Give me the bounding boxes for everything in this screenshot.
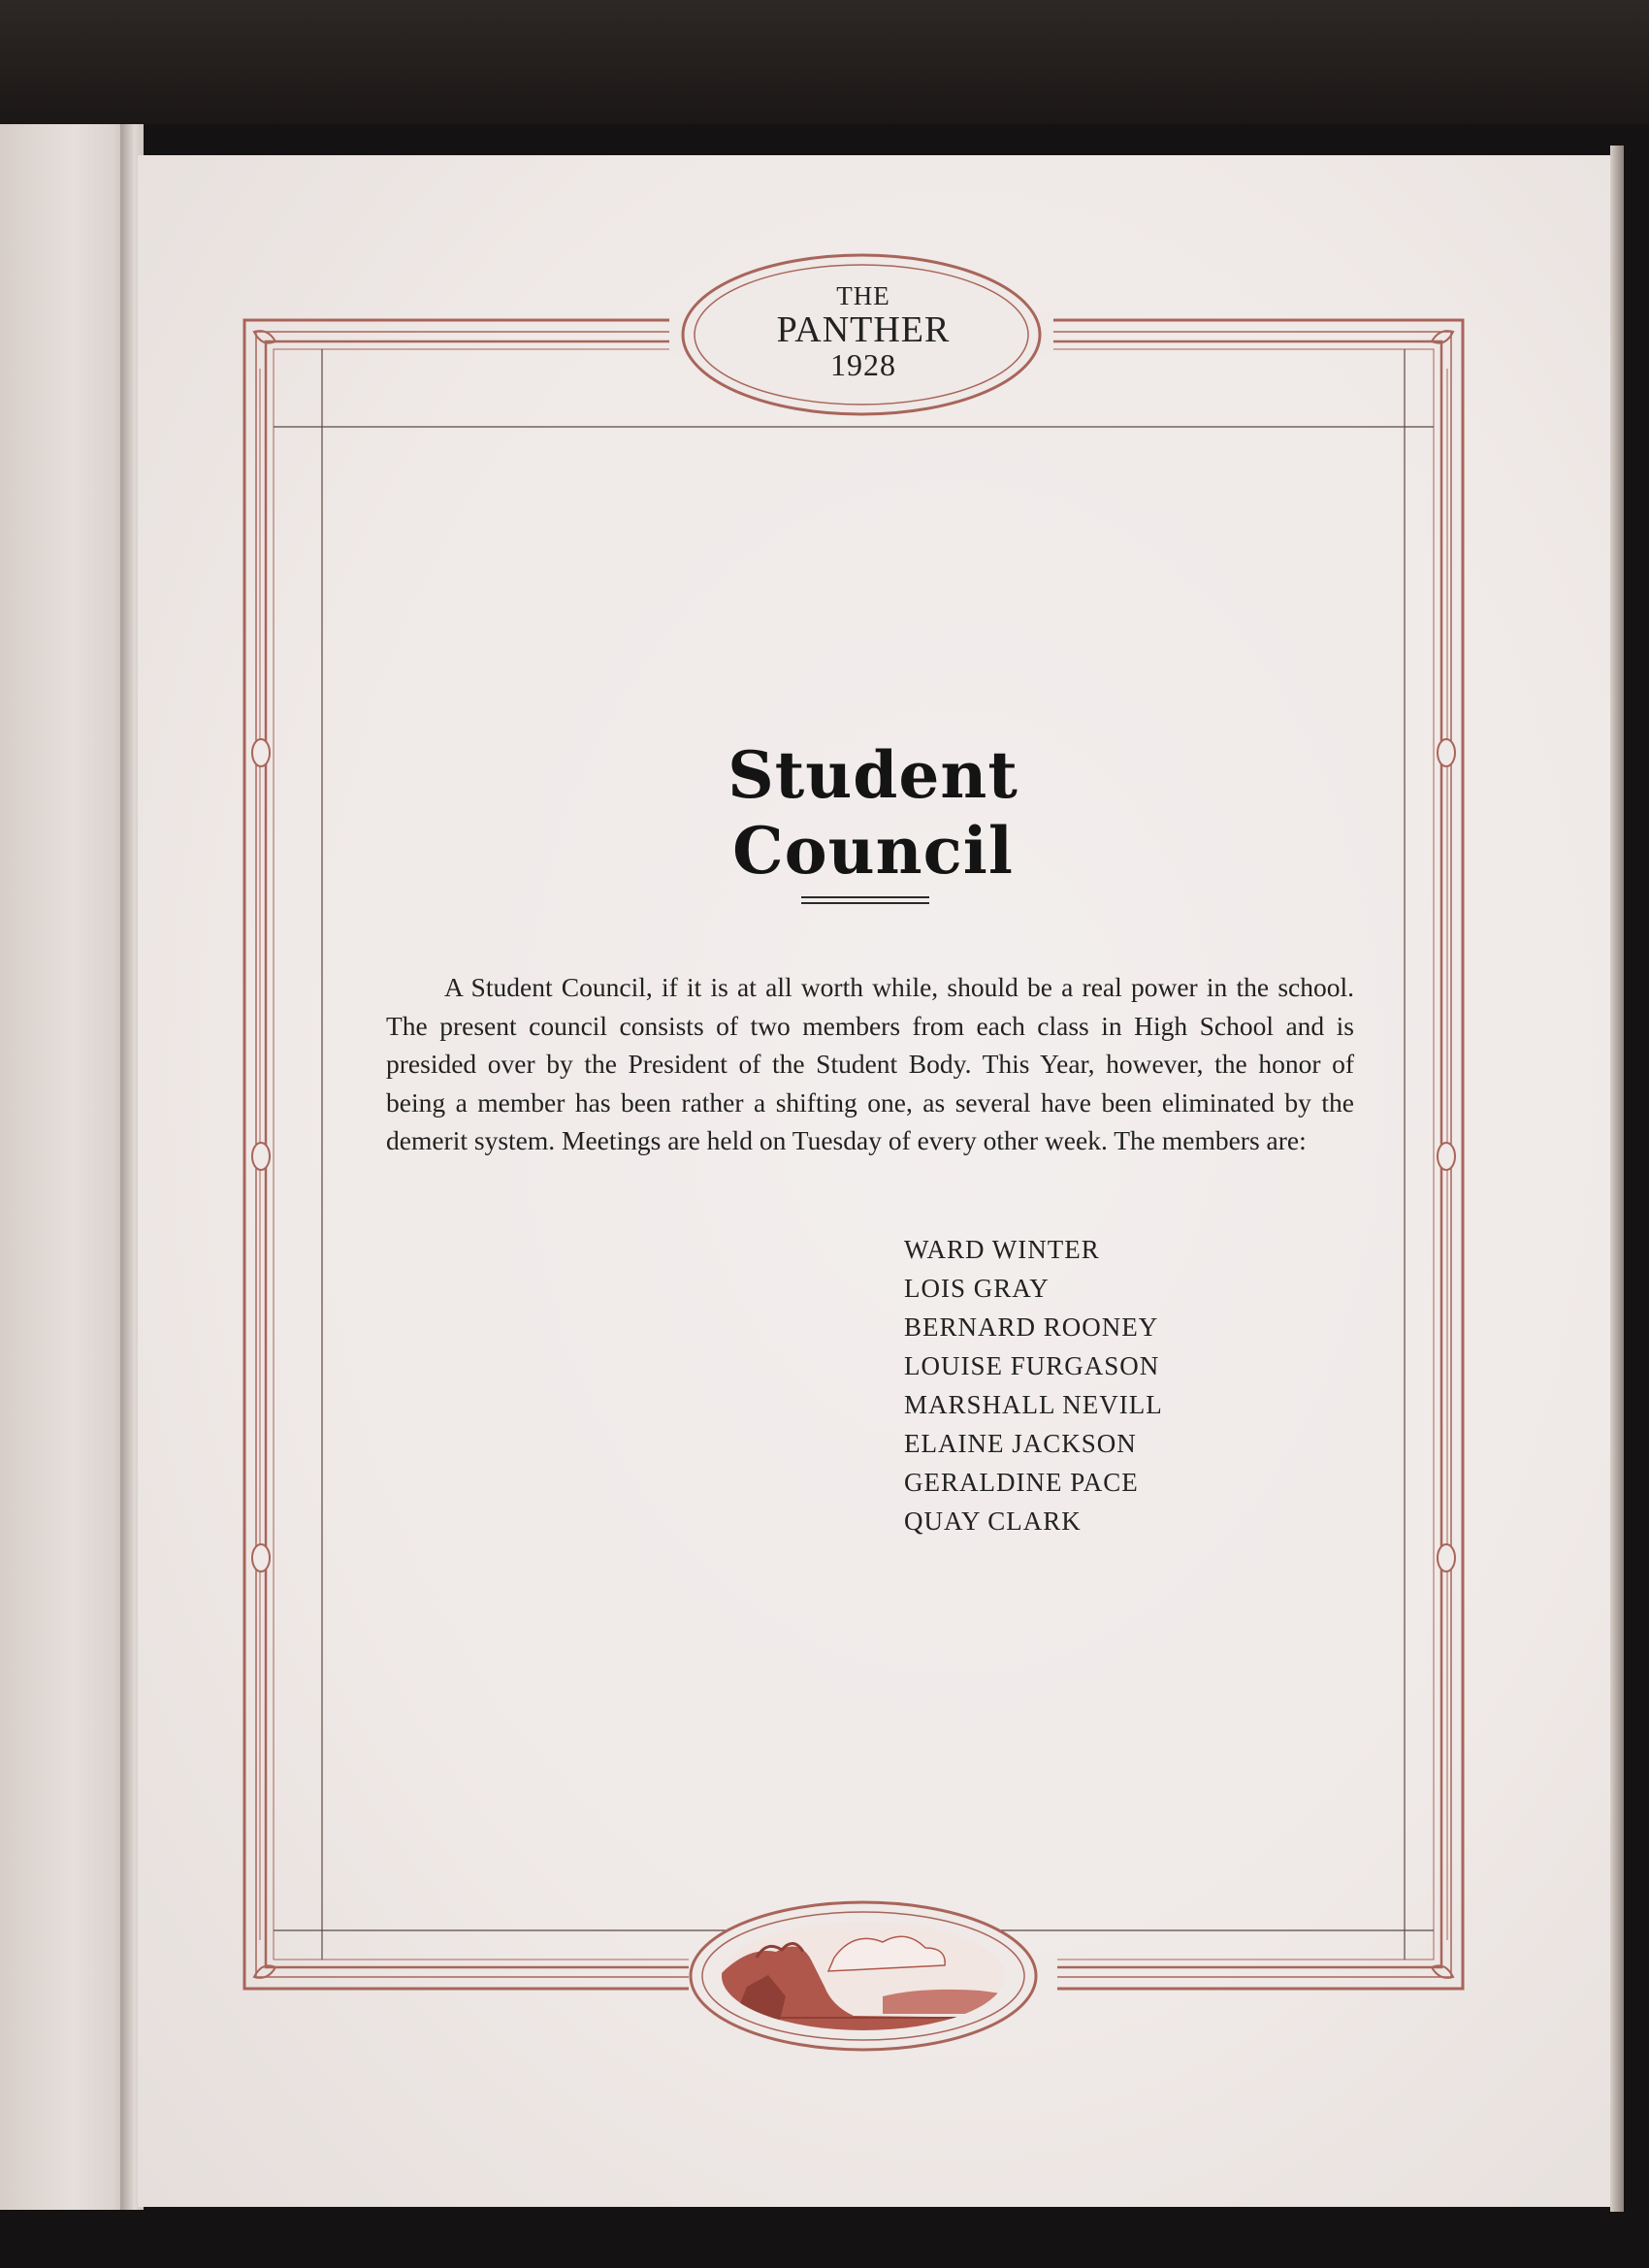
list-item: LOIS GRAY bbox=[904, 1274, 1050, 1303]
body-paragraph: A Student Council, if it is at all worth while, should be a real power in the school. The present council consists of two members from each class in High School and is presided over by the President of the Student Body. This Year, however, the honor of being a member has been rather a shifting one, as several have been eliminated by the demerit system. Meetings are held on Tuesday of every other week. The members are: bbox=[386, 972, 1354, 1156]
page-title: Student Council bbox=[728, 737, 1018, 889]
masthead-panther: PANTHER bbox=[776, 309, 951, 350]
masthead-the: THE bbox=[836, 281, 890, 310]
list-item: BERNARD ROONEY bbox=[904, 1312, 1159, 1342]
list-item: LOUISE FURGASON bbox=[904, 1351, 1160, 1380]
title-rule-bottom bbox=[801, 902, 929, 904]
list-item: ELAINE JACKSON bbox=[904, 1429, 1137, 1458]
body-paragraph-block bbox=[386, 968, 1354, 1160]
list-item: MARSHALL NEVILL bbox=[904, 1390, 1163, 1419]
member-list bbox=[904, 1230, 1163, 1540]
list-item: QUAY CLARK bbox=[904, 1507, 1082, 1536]
masthead-year: 1928 bbox=[830, 347, 896, 382]
landscape-vignette bbox=[718, 1919, 1009, 2035]
list-item: WARD WINTER bbox=[904, 1235, 1100, 1264]
list-item: GERALDINE PACE bbox=[904, 1468, 1139, 1497]
title-rule-top bbox=[801, 896, 929, 898]
